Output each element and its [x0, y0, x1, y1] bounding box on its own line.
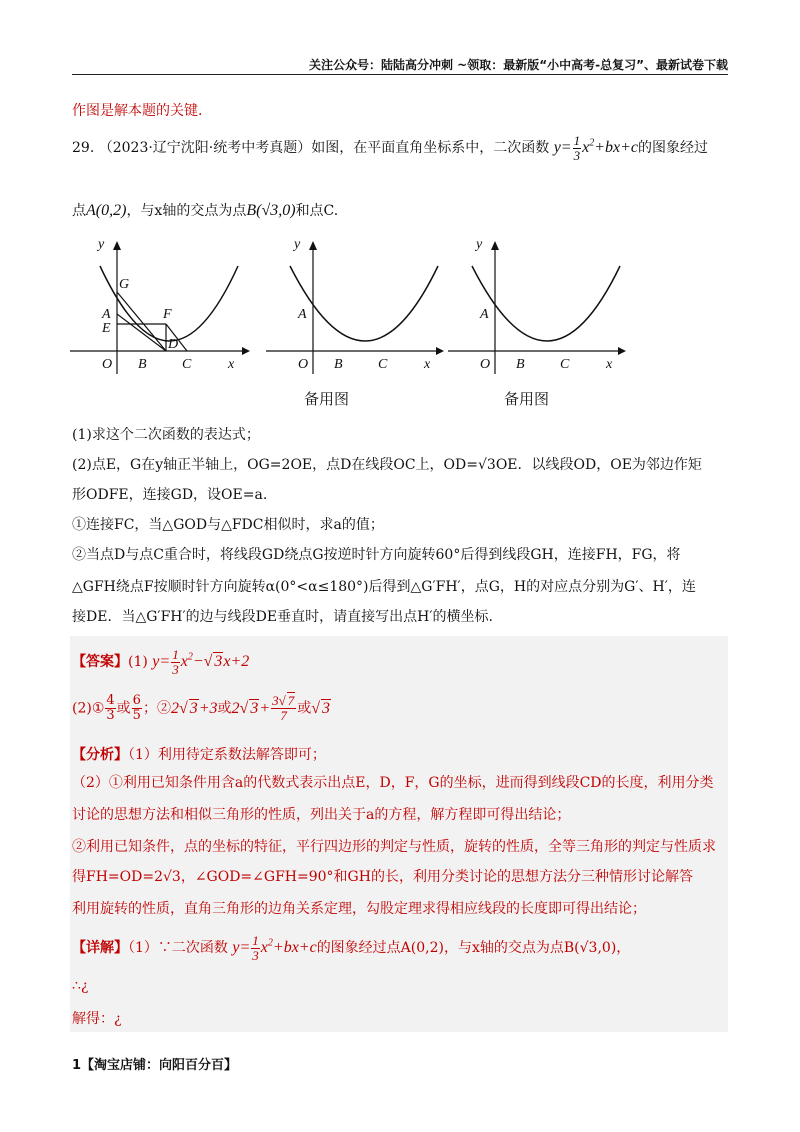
- svg-text:A: A: [298, 307, 307, 322]
- quadratic-function: y= $\frac{1}{3}$ $x^2+bx+c$: [553, 133, 639, 163]
- text-fragment: 或: [217, 700, 232, 717]
- part-2-line-1: (2)点E，G在y轴正半轴上，OG=2OE，点D在线段OC上，OD=√3OE．以线段OD，OE为邻边作矩: [72, 457, 702, 473]
- svg-text:x: x: [228, 357, 235, 372]
- svg-text:O: O: [298, 357, 309, 372]
- figure-backup-1: [266, 236, 446, 376]
- problem-line-1: [72, 134, 728, 163]
- detail-line-3: 解得：¿: [72, 1011, 122, 1027]
- text-fragment: 或: [297, 700, 312, 717]
- problem-source: （2023·辽宁沈阳·统考中考真题）如图，在平面直角坐标系中，二次函数: [98, 140, 550, 157]
- part-2-line-2: 形ODFE，连接GD，设OE=a.: [72, 487, 268, 503]
- figure-main: [70, 236, 250, 376]
- svg-text:B: B: [138, 357, 147, 372]
- part-2-q2-line-2: △GFH绕点F按顺时针方向旋转α(0°<α≤180°)后得到△G′FH′，点G，H的对应点分别为G′、H′，连: [72, 579, 696, 595]
- analysis-line-4: ②利用已知条件，点的坐标的特征，平行四边形的判定与性质，旋转的性质，全等三角形的判定与性质求: [72, 839, 716, 855]
- text-fragment: 点: [72, 203, 86, 219]
- part-2-q1: ①连接FC，当△GOD与△FDC相似时，求a的值；: [72, 517, 384, 533]
- point-b: B(√3,0): [246, 202, 296, 219]
- text-fragment: (2)①: [72, 700, 105, 717]
- svg-text:y: y: [98, 237, 105, 252]
- svg-text:x: x: [606, 357, 613, 372]
- answer-expression: y= $\frac{1}{3}$ $x^2-√$ 3x+2: [152, 653, 249, 670]
- svg-text:O: O: [102, 357, 113, 372]
- svg-text:C: C: [182, 357, 192, 372]
- answer-line-2: (2)① $\frac{4}{3}$ 或 $\frac{6}{5}$ ；②2√ 3+3或2√ 3+ $\frac{3√ 7}{7}$ 或√ 3: [72, 694, 728, 723]
- header-rule: [72, 74, 728, 75]
- svg-text:y: y: [476, 237, 483, 252]
- svg-text:C: C: [378, 357, 388, 372]
- page-header: 关注公众号：陆陆高分冲刺 ~领取：最新版“小中高考-总复习”、最新试卷下载: [309, 58, 728, 72]
- caption-backup-1: 备用图: [304, 390, 350, 408]
- svg-text:O: O: [480, 357, 491, 372]
- text-fragment: ；②: [142, 700, 171, 717]
- figure-backup-2: [448, 236, 628, 376]
- problem-line-2: [72, 200, 728, 220]
- svg-text:D: D: [168, 337, 179, 352]
- detail-function: y= $\frac{1}{3}$ $x^2+bx+c$: [232, 933, 317, 963]
- detail-line-2: ∴¿: [72, 978, 89, 994]
- analysis-line-1: [72, 744, 728, 764]
- svg-text:C: C: [560, 357, 570, 372]
- svg-text:A: A: [480, 307, 489, 322]
- caption-backup-2: 备用图: [504, 390, 550, 408]
- problem-func-suffix: 的图象经过: [638, 140, 709, 157]
- analysis-line-3: 讨论的思想方法和相似三角形的性质，列出关于a的方程，解方程即可得出结论；: [72, 807, 571, 823]
- analysis-label: 【分析】: [72, 747, 128, 763]
- page-footer: 1【淘宝店铺：向阳百分百】: [72, 1058, 238, 1073]
- text-fragment: （1）∵二次函数: [128, 940, 228, 957]
- text-fragment: 的图象经过点A(0,2)，与x轴的交点为点B(√3,0)，: [316, 940, 631, 957]
- text-fragment: ，与x轴的交点为点: [126, 203, 247, 219]
- svg-text:F: F: [163, 307, 172, 322]
- point-a: A(0,2): [86, 202, 127, 219]
- analysis-line-6: 利用旋转的性质，直角三角形的边角关系定理，勾股定理求得相应线段的长度即可得出结论；: [72, 901, 646, 917]
- svg-text:y: y: [294, 237, 301, 252]
- text-fragment: 或: [116, 700, 131, 717]
- svg-text:x: x: [424, 357, 431, 372]
- analysis-line-5: 得FH=OD=2√3，∠GOD=∠GFH=90°和GH的长，利用分类讨论的思想方法分三种情形讨论解答: [72, 869, 693, 885]
- detail-line-1: [72, 934, 728, 963]
- previous-note: 作图是解本题的关键.: [72, 103, 203, 119]
- text-fragment: (1): [128, 654, 148, 671]
- text-fragment: （1）利用待定系数法解答即可；: [128, 747, 326, 763]
- svg-text:B: B: [334, 357, 343, 372]
- answer-line-1: [72, 648, 728, 677]
- problem-number: 29.: [72, 140, 95, 157]
- svg-text:B: B: [516, 357, 525, 372]
- svg-text:E: E: [102, 321, 111, 336]
- text-fragment: 和点C.: [295, 203, 339, 219]
- part-1: (1)求这个二次函数的表达式；: [72, 427, 260, 443]
- svg-text:A: A: [102, 307, 111, 322]
- detail-label: 【详解】: [72, 940, 128, 957]
- svg-text:G: G: [119, 277, 130, 292]
- part-2-q2-line-3: 接DE．当△G′FH′的边与线段DE垂直时，请直接写出点H′的横坐标.: [72, 609, 493, 625]
- answer-label: 【答案】: [72, 654, 128, 671]
- analysis-line-2: （2）①利用已知条件用含a的代数式表示出点E，D，F，G的坐标，进而得到线段CD的长度，利用分类: [72, 775, 714, 791]
- part-2-q2-line-1: ②当点D与点C重合时，将线段GD绕点G按逆时针方向旋转60°后得到线段GH，连接FH，FG，将: [72, 547, 681, 563]
